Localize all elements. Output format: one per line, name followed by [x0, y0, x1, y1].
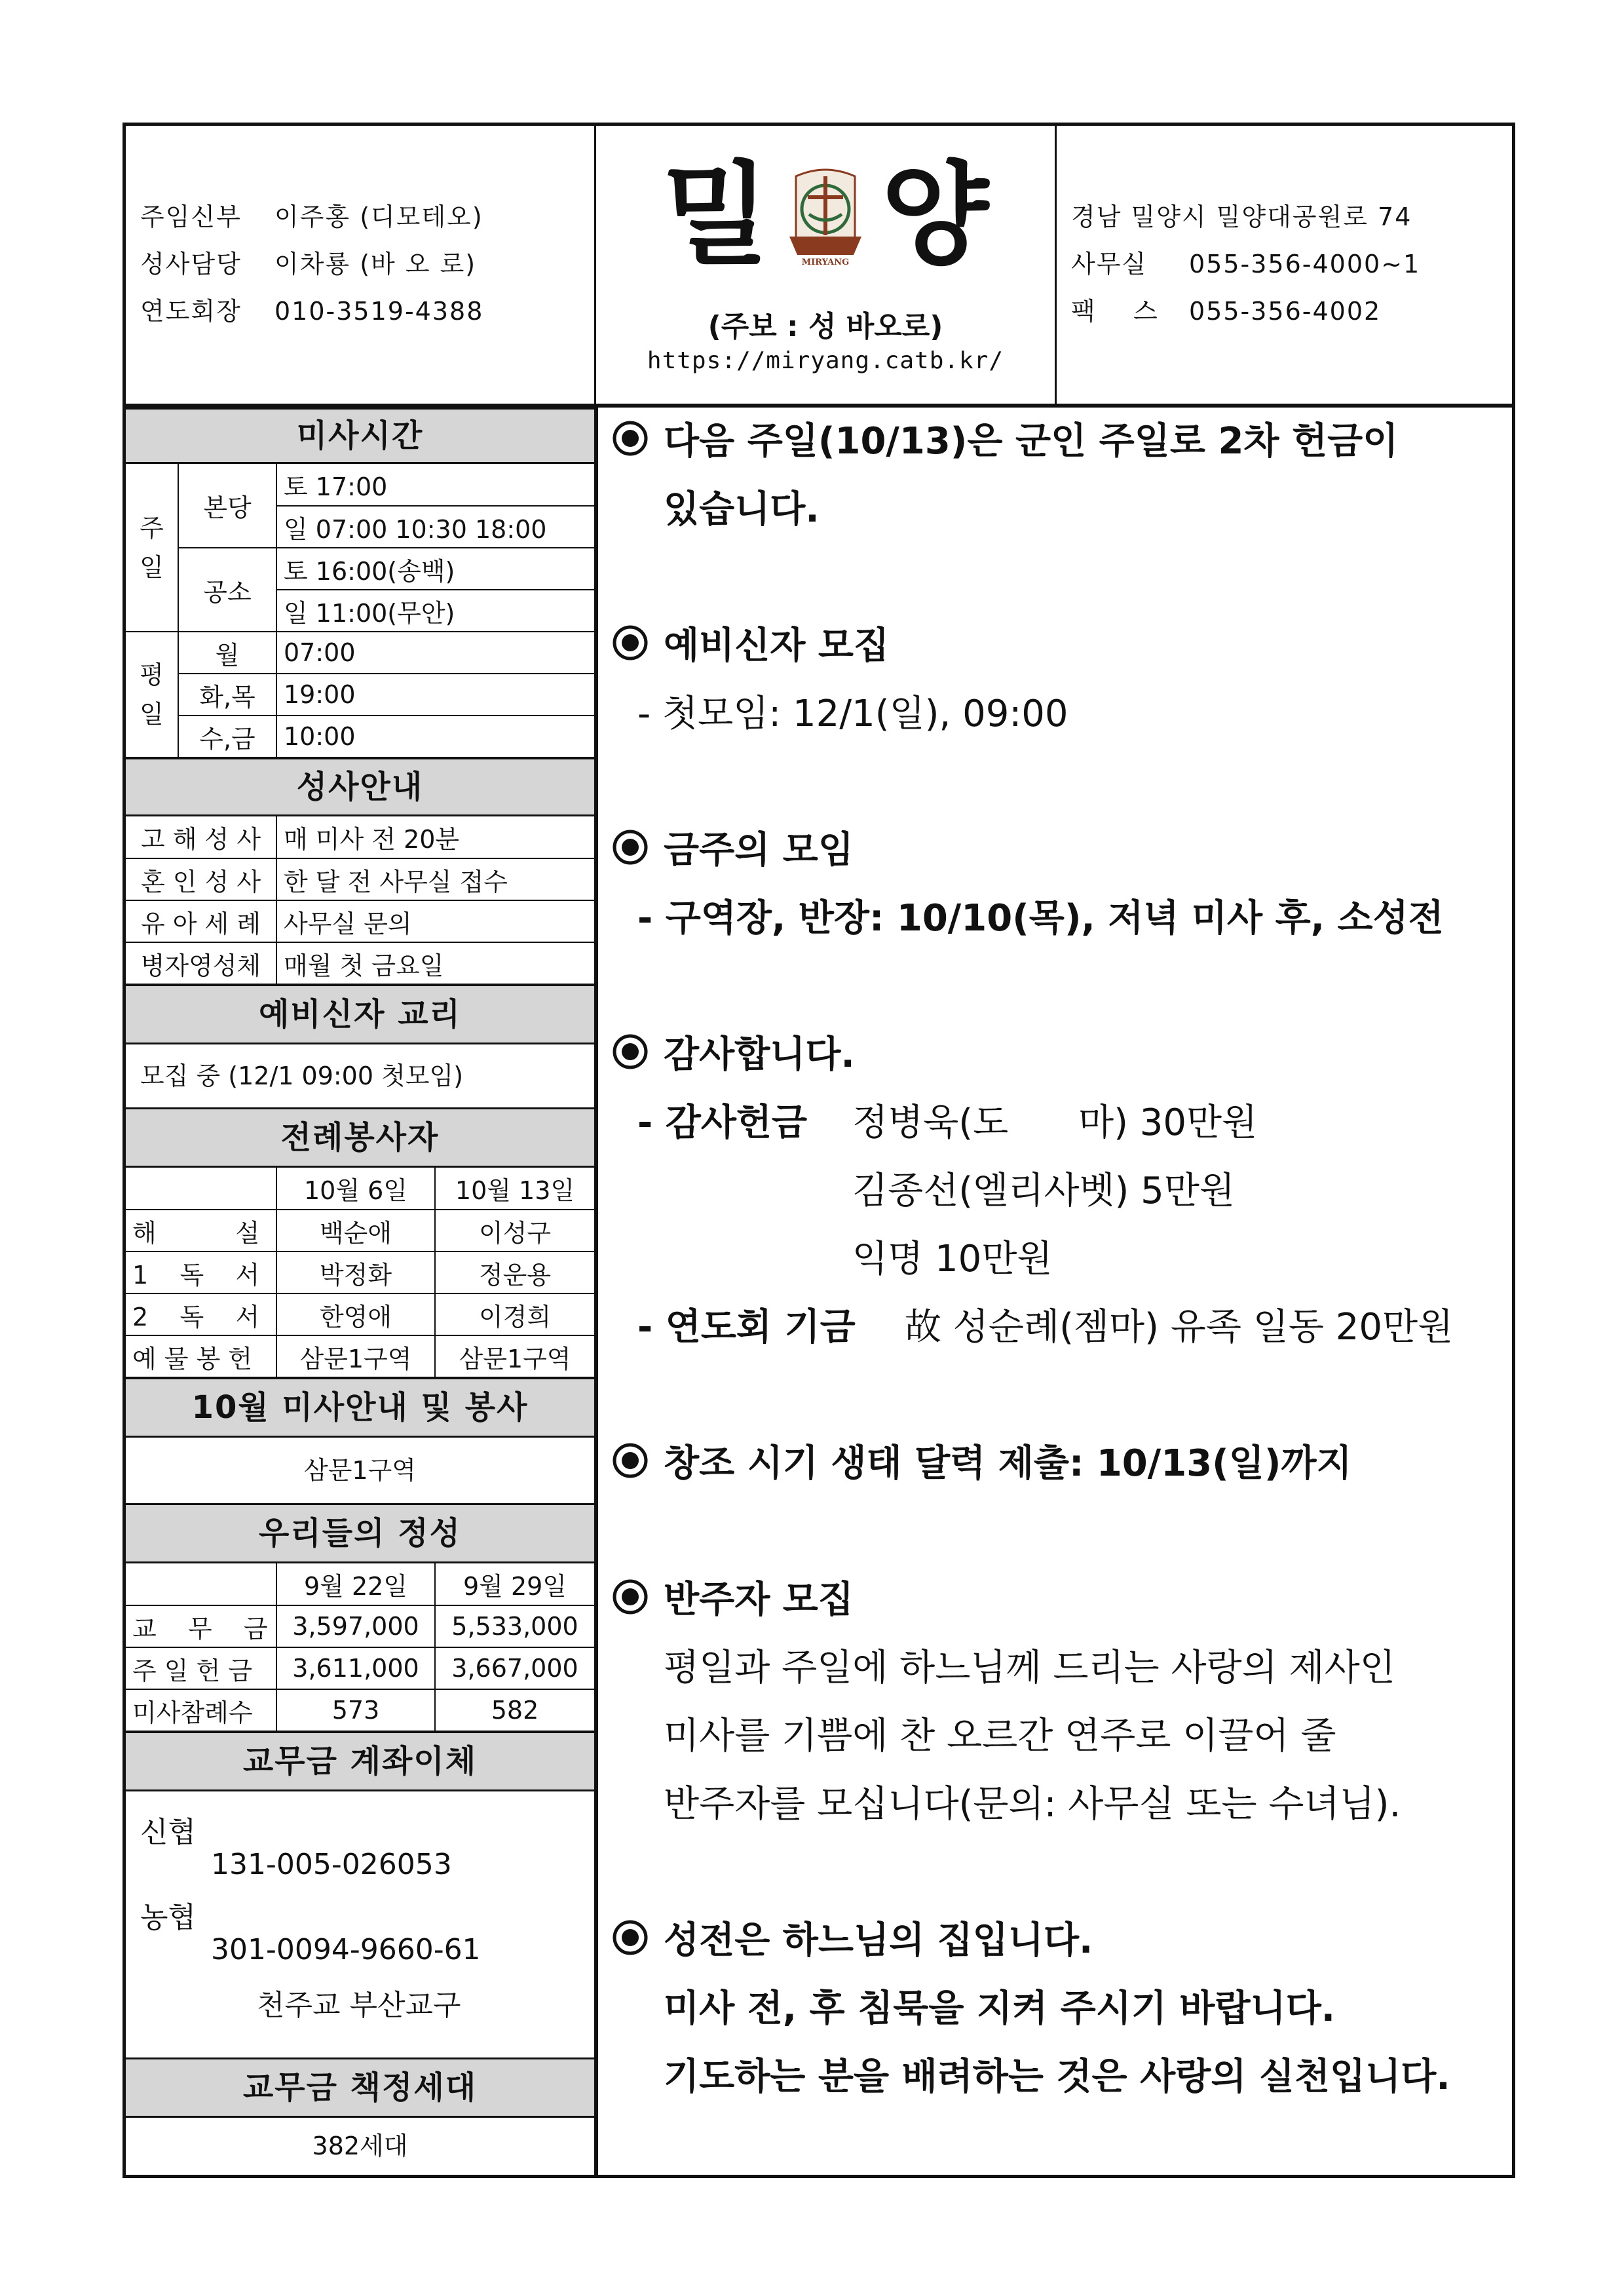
server-name: 백순애	[276, 1210, 435, 1252]
parish-title	[596, 150, 1055, 280]
server-role: 해 설	[126, 1210, 276, 1252]
server-role: 2 독 서	[126, 1293, 276, 1335]
mass-time-cell: 토 17:00	[276, 464, 594, 506]
october-mass-heading: 10월 미사안내 및 봉사	[126, 1377, 594, 1438]
server-name: 삼문1구역	[276, 1335, 435, 1377]
notice-meetings-detail: - 구역장, 반장: 10/10(목), 저녁 미사 후, 소성전	[637, 897, 1444, 940]
weekday-time: 07:00	[276, 632, 594, 674]
bullet-icon	[611, 1442, 649, 1480]
main-church-label: 본당	[178, 464, 276, 548]
households-count: 382세대	[312, 2132, 408, 2160]
server-name: 박정화	[276, 1252, 435, 1293]
sacrament-name: 병자영성체	[126, 942, 276, 984]
offering-type: 교 무 금	[126, 1605, 276, 1647]
transfer-info	[126, 1791, 594, 2057]
offering-amount: 3,611,000	[276, 1647, 435, 1689]
notice-meetings: 금주의 모임	[611, 816, 854, 885]
bulletin-header	[126, 126, 1512, 408]
notice-catechumen-detail: - 첫모임: 12/1(일), 09:00	[637, 693, 1068, 735]
server-name: 이성구	[435, 1210, 594, 1252]
sacrament-priest-line: 성사담당 이차룡 (바 오 로)	[140, 250, 477, 278]
sacrament-info: 매월 첫 금요일	[276, 942, 594, 984]
households-heading: 교무금 책정세대	[126, 2057, 594, 2118]
offerings-table	[126, 1563, 594, 1732]
offering-amount: 5,533,000	[435, 1605, 594, 1647]
thanks-offering-label: - 감사헌금	[637, 1101, 808, 1144]
mass-times-table	[126, 464, 594, 758]
offering-amount: 3,597,000	[276, 1605, 435, 1647]
sunday-label: 주 일	[126, 464, 178, 632]
mass-time-cell: 토 16:00(송백)	[276, 548, 594, 590]
server-name: 한영애	[276, 1293, 435, 1335]
notice-church-house: 성전은 하느님의 집입니다.	[611, 1907, 1093, 1975]
sacrament-info: 사무실 문의	[276, 900, 594, 942]
fax-line: 팩 스 055-356-4002	[1071, 297, 1382, 326]
bullet-icon	[611, 1578, 649, 1616]
church-house-detail: 기도하는 분을 배려하는 것은 사랑의 실천입니다.	[664, 2056, 1450, 2098]
address-line: 경남 밀양시 밀양대공원로 74	[1071, 202, 1412, 231]
mass-time-cell: 일 07:00 10:30 18:00	[276, 506, 594, 548]
notice-catechumen: 예비신자 모집	[611, 612, 889, 680]
bank-name: 신협	[140, 1816, 197, 1849]
contact-info	[1057, 126, 1512, 404]
attendance-count: 582	[435, 1689, 594, 1731]
thanks-donor: 정병욱(도 마) 30만원	[852, 1101, 1258, 1144]
offerings-heading: 우리들의 정성	[126, 1503, 594, 1563]
parish-url-link[interactable]: https://miryang.catb.kr/	[647, 347, 1004, 374]
organist-detail: 미사를 기쁨에 찬 오르간 연주로 이끌어 줄	[664, 1715, 1336, 1757]
svg-text:MIRYANG: MIRYANG	[801, 257, 850, 267]
mission-station-label: 공소	[178, 548, 276, 632]
server-name: 정운용	[435, 1252, 594, 1293]
mass-time-cell: 일 11:00(무안)	[276, 590, 594, 632]
notice-organist: 반주자 모집	[611, 1566, 854, 1634]
title-char-left: 밀	[662, 150, 770, 280]
sacraments-heading: 성사안내	[126, 757, 594, 816]
church-house-detail: 미사 전, 후 침묵을 지켜 주시기 바랍니다.	[664, 1987, 1336, 2030]
weekday-day: 수,금	[178, 716, 276, 757]
pastor-line: 주임신부 이주홍 (디모테오)	[140, 202, 483, 231]
notice-thanks: 감사합니다.	[611, 1021, 855, 1089]
yeondo-fund-label: - 연도회 기금	[637, 1306, 856, 1349]
bullet-icon	[611, 828, 649, 866]
sacrament-name: 유 아 세 례	[126, 900, 276, 942]
catechumen-heading: 예비신자 교리	[126, 984, 594, 1044]
bank-name: 농협	[140, 1901, 197, 1934]
catechumen-info: 모집 중 (12/1 09:00 첫모임)	[140, 1062, 464, 1090]
offering-type: 주 일 헌 금	[126, 1647, 276, 1689]
parish-emblem-icon	[776, 163, 875, 268]
offering-type: 미사참례수	[126, 1689, 276, 1731]
weekday-time: 19:00	[276, 674, 594, 716]
yeondo-fund-donor: 故 성순례(젬마) 유족 일동 20만원	[905, 1306, 1454, 1349]
offering-date-col: 9월 22일	[276, 1563, 435, 1605]
title-char-right: 양	[881, 150, 989, 280]
bulletin-title-block	[596, 126, 1057, 404]
bank-account: 301-0094-9660-61	[211, 1933, 481, 1966]
weekday-time: 10:00	[276, 716, 594, 757]
bullet-icon	[611, 419, 649, 457]
notices-panel	[598, 408, 1512, 2175]
server-role: 예 물 봉 헌	[126, 1335, 276, 1377]
sacrament-name: 혼 인 성 사	[126, 858, 276, 900]
servers-date-col: 10월 6일	[276, 1168, 435, 1210]
bulletin-frame	[123, 123, 1515, 2178]
sacrament-info: 매 미사 전 20분	[276, 816, 594, 858]
organist-detail: 반주자를 모십니다(문의: 사무실 또는 수녀님).	[664, 1783, 1401, 1826]
account-holder: 천주교 부산교구	[257, 1989, 461, 2022]
office-phone-line: 사무실 055-356-4000~1	[1071, 250, 1421, 278]
info-sidebar	[126, 408, 598, 2175]
thanks-donor: 익명 10만원	[852, 1238, 1053, 1280]
servers-date-col: 10월 13일	[435, 1168, 594, 1210]
transfer-heading: 교무금 계좌이체	[126, 1731, 594, 1791]
server-name: 이경희	[435, 1293, 594, 1335]
offering-amount: 3,667,000	[435, 1647, 594, 1689]
server-role: 1 독 서	[126, 1252, 276, 1293]
notice-eco-calendar: 창조 시기 생태 달력 제출: 10/13(일)까지	[611, 1430, 1352, 1498]
weekday-label: 평 일	[126, 632, 178, 757]
mass-times-heading: 미사시간	[126, 408, 594, 464]
notice-military-sunday: 다음 주일(10/13)은 군인 주일로 2차 헌금이	[611, 408, 1398, 476]
clergy-info	[126, 126, 596, 404]
server-name: 삼문1구역	[435, 1335, 594, 1377]
bullet-icon	[611, 624, 649, 662]
servers-heading: 전례봉사자	[126, 1107, 594, 1168]
bullet-icon	[611, 1033, 649, 1071]
thanks-donor: 김종선(엘리사벳) 5만원	[852, 1170, 1235, 1212]
bullet-icon	[611, 1919, 649, 1957]
attendance-count: 573	[276, 1689, 435, 1731]
october-mass-info: 삼문1구역	[303, 1456, 416, 1485]
weekday-day: 화,목	[178, 674, 276, 716]
bank-account: 131-005-026053	[211, 1848, 452, 1881]
notice-military-sunday-cont: 있습니다.	[664, 488, 820, 531]
servers-table	[126, 1168, 594, 1378]
weekday-day: 월	[178, 632, 276, 674]
sacrament-name: 고 해 성 사	[126, 816, 276, 858]
sacraments-table	[126, 816, 594, 985]
organist-detail: 평일과 주일에 하느님께 드리는 사랑의 제사인	[664, 1647, 1395, 1689]
bulletin-subtitle: (주보 : 성 바오로)	[708, 310, 943, 343]
sacrament-info: 한 달 전 사무실 접수	[276, 858, 594, 900]
offering-date-col: 9월 29일	[435, 1563, 594, 1605]
yeondo-leader-line: 연도회장 010-3519-4388	[140, 297, 484, 326]
